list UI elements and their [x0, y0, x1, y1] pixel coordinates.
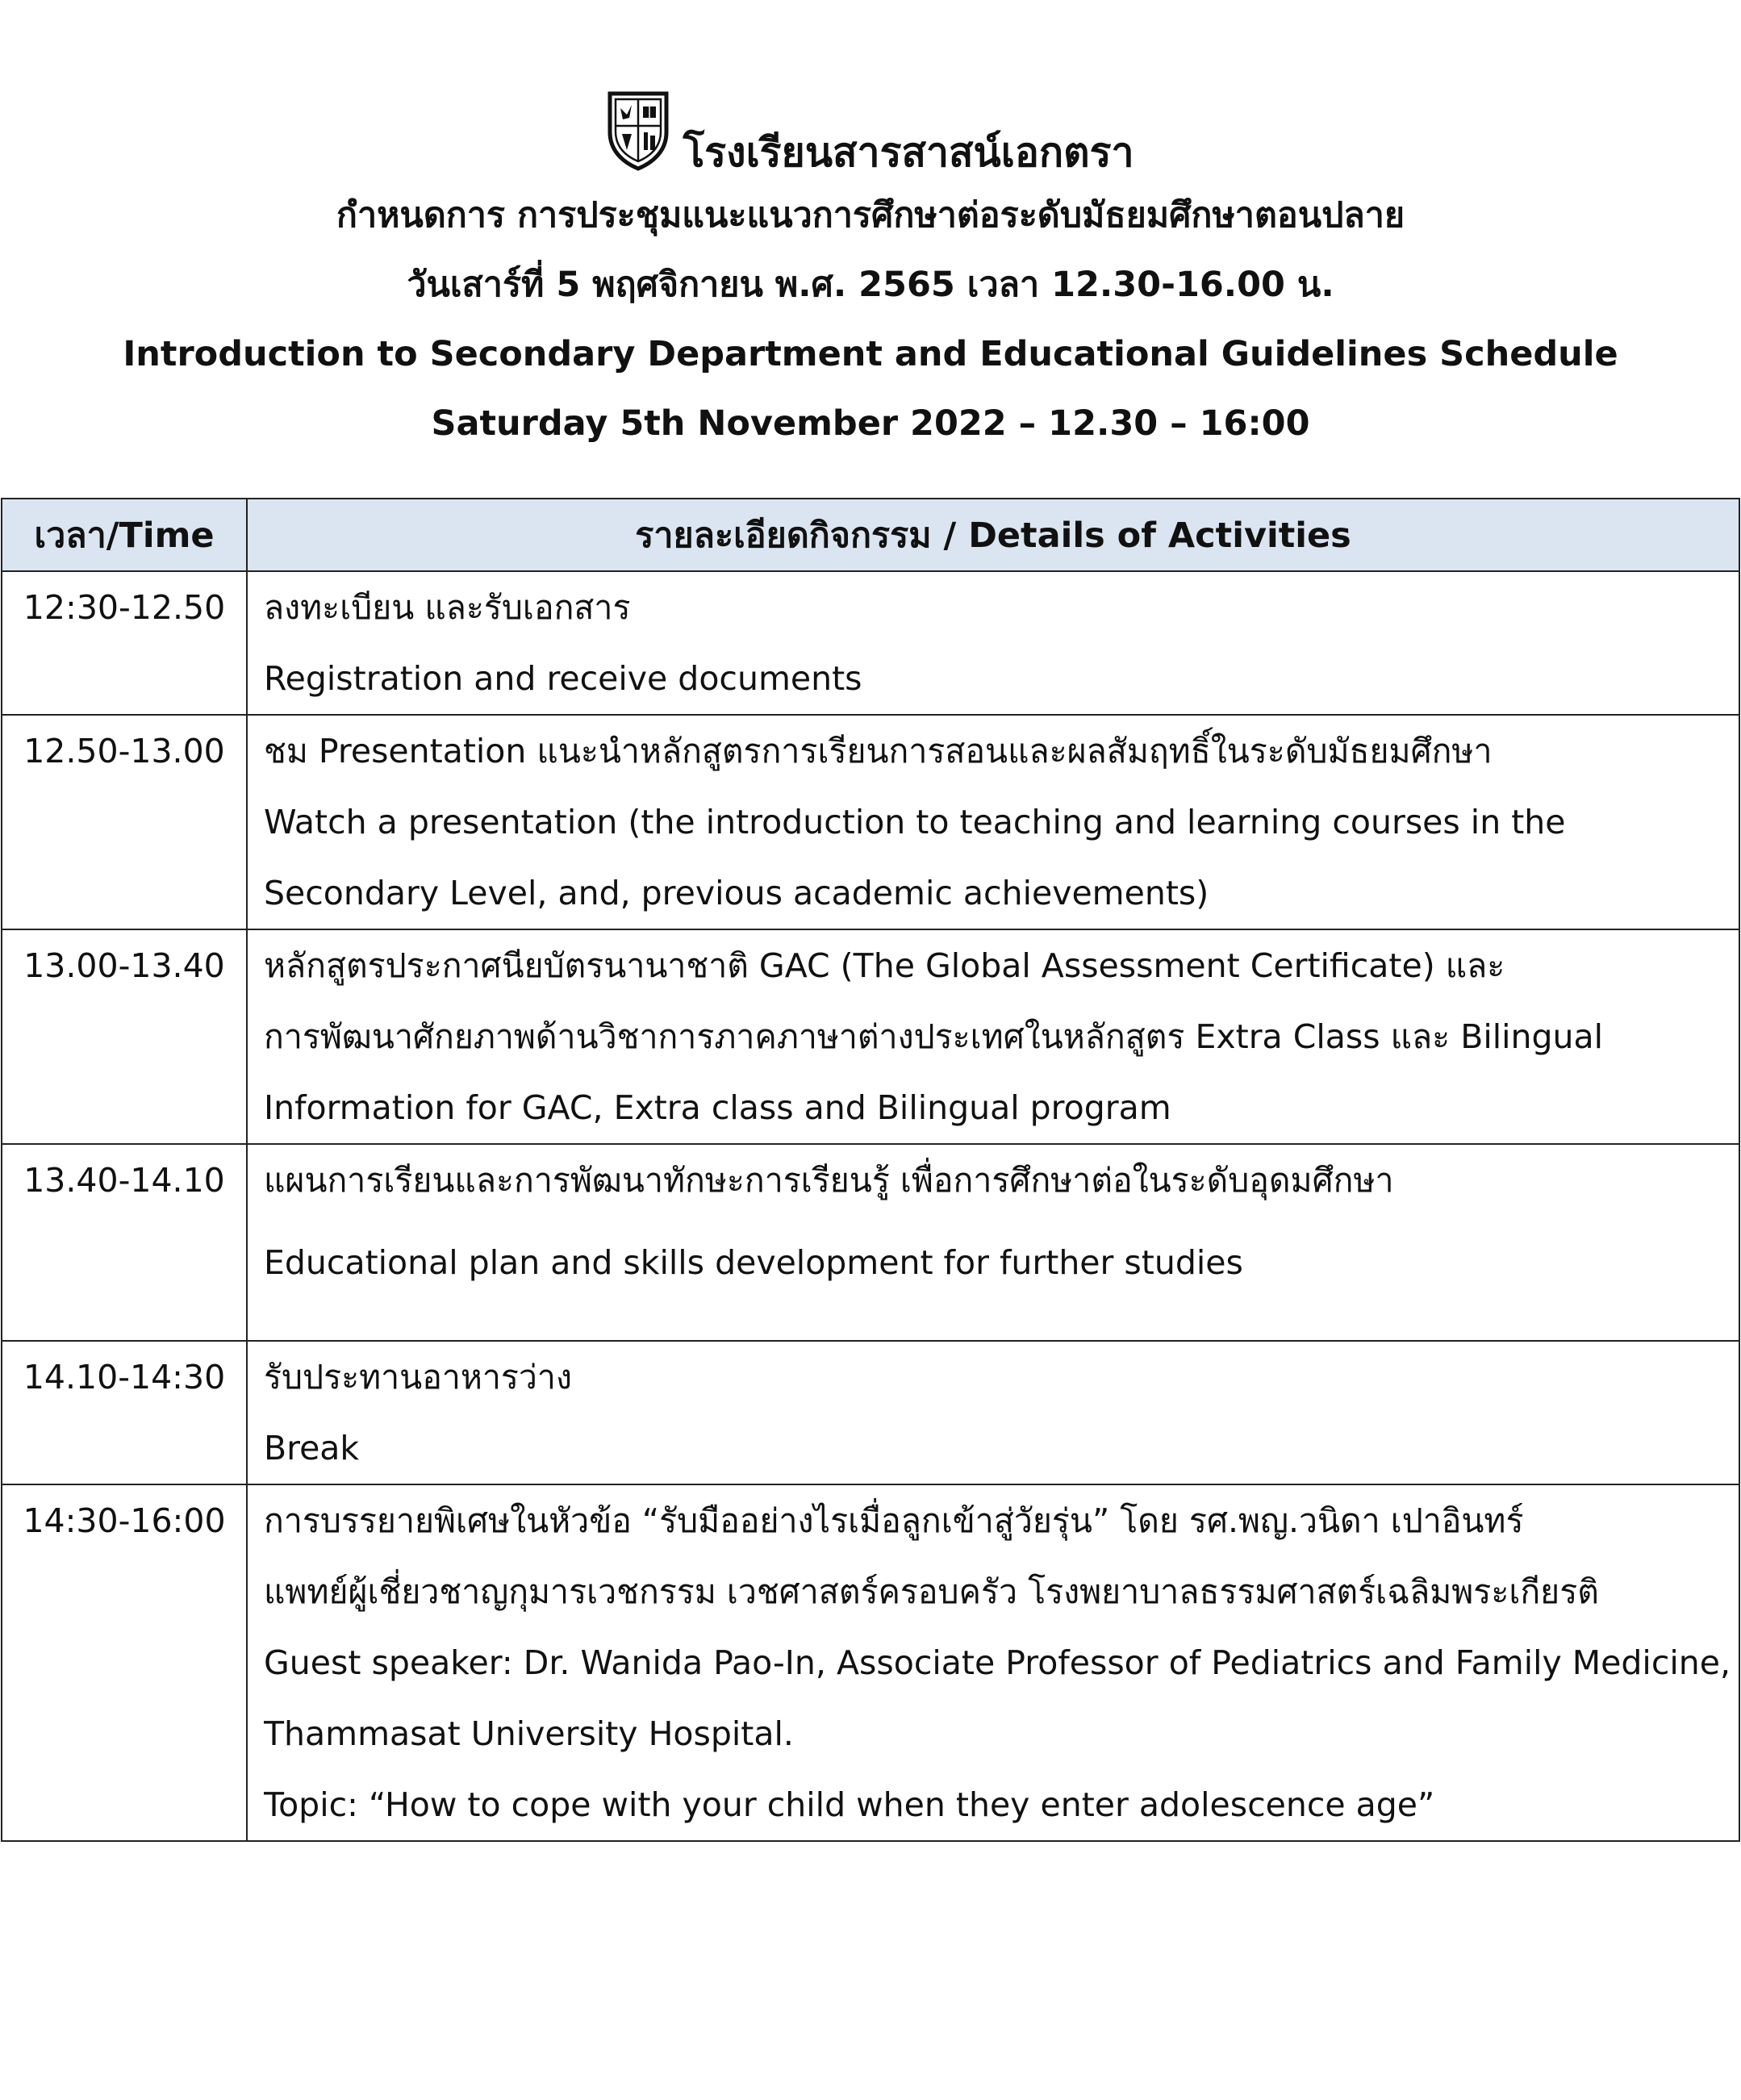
table-row	[2, 1144, 1739, 1341]
schedule-title-thai: กำหนดการ การประชุมแนะแนวการศึกษาต่อระดับมัธยมศึกษาตอนปลาย	[336, 195, 1405, 236]
activity-line: รับประทานอาหารว่าง	[264, 1358, 572, 1397]
activity-line: Topic: “How to cope with your child when they enter adolescence age”	[264, 1785, 1435, 1824]
school-name: โรงเรียนสารสาสน์เอกตรา	[683, 129, 1134, 176]
activity-cell	[247, 929, 1739, 1144]
activity-line: Thammasat University Hospital.	[264, 1714, 794, 1753]
activity-line: Guest speaker: Dr. Wanida Pao-In, Associate Professor of Pediatrics and Family Medicine,	[264, 1643, 1731, 1682]
activity-line: แผนการเรียนและการพัฒนาทักษะการเรียนรู้ เพื่อการศึกษาต่อในระดับอุดมศึกษา	[264, 1161, 1394, 1200]
schedule-title-english: Introduction to Secondary Department and Educational Guidelines Schedule	[123, 334, 1618, 374]
activity-line: Secondary Level, and, previous academic achievements)	[264, 874, 1209, 912]
details-column-header: รายละเอียดกิจกรรม / Details of Activities	[247, 499, 1739, 571]
time-cell: 13.40-14.10	[2, 1144, 247, 1341]
activity-cell	[247, 571, 1739, 715]
activity-cell	[247, 715, 1739, 929]
activity-line: Educational plan and skills development for further studies	[264, 1243, 1243, 1282]
school-title-line	[0, 89, 1741, 177]
schedule-table	[1, 498, 1740, 1842]
activity-line: หลักสูตรประกาศนียบัตรนานาชาติ GAC (The Global Assessment Certificate) และ	[264, 946, 1505, 985]
school-crest-logo	[607, 90, 670, 171]
table-row	[2, 1341, 1739, 1484]
activity-line: Information for GAC, Extra class and Bilingual program	[264, 1088, 1171, 1127]
table-row	[2, 1484, 1739, 1841]
activity-line: Break	[264, 1429, 360, 1467]
activity-line: ชม Presentation แนะนำหลักสูตรการเรียนการสอนและผลสัมฤทธิ์ในระดับมัธยมศึกษา	[264, 732, 1493, 770]
time-cell: 14:30-16:00	[2, 1484, 247, 1841]
activity-cell	[247, 1484, 1739, 1841]
activity-line: แพทย์ผู้เชี่ยวชาญกุมารเวชกรรม เวชศาสตร์ครอบครัว โรงพยาบาลธรรมศาสตร์เฉลิมพระเกียรติ	[264, 1572, 1599, 1611]
activity-line: การบรรยายพิเศษในหัวข้อ “รับมืออย่างไรเมื่อลูกเข้าสู่วัยรุ่น” โดย รศ.พญ.วนิดา เปาอินทร์	[264, 1501, 1524, 1540]
table-row	[2, 929, 1739, 1144]
activity-line: Watch a presentation (the introduction to teaching and learning courses in the	[264, 803, 1566, 841]
time-cell: 12:30-12.50	[2, 571, 247, 715]
time-cell: 12.50-13.00	[2, 715, 247, 929]
table-header-row	[2, 499, 1739, 571]
activity-cell	[247, 1144, 1739, 1341]
activity-line: ลงทะเบียน และรับเอกสาร	[264, 588, 631, 627]
time-cell: 13.00-13.40	[2, 929, 247, 1144]
time-column-header: เวลา/Time	[2, 499, 247, 571]
table-row	[2, 715, 1739, 929]
activity-line: Registration and receive documents	[264, 659, 862, 698]
table-row	[2, 571, 1739, 715]
activity-line: การพัฒนาศักยภาพด้านวิชาการภาคภาษาต่างประเทศในหลักสูตร Extra Class และ Bilingual	[264, 1017, 1604, 1056]
schedule-date-thai: วันเสาร์ที่ 5 พฤศจิกายน พ.ศ. 2565 เวลา 12.30-16.00 น.	[407, 265, 1334, 305]
document-header	[0, 89, 1741, 458]
activity-cell	[247, 1341, 1739, 1484]
schedule-date-english: Saturday 5th November 2022 – 12.30 – 16:00	[431, 403, 1310, 444]
time-cell: 14.10-14:30	[2, 1341, 247, 1484]
